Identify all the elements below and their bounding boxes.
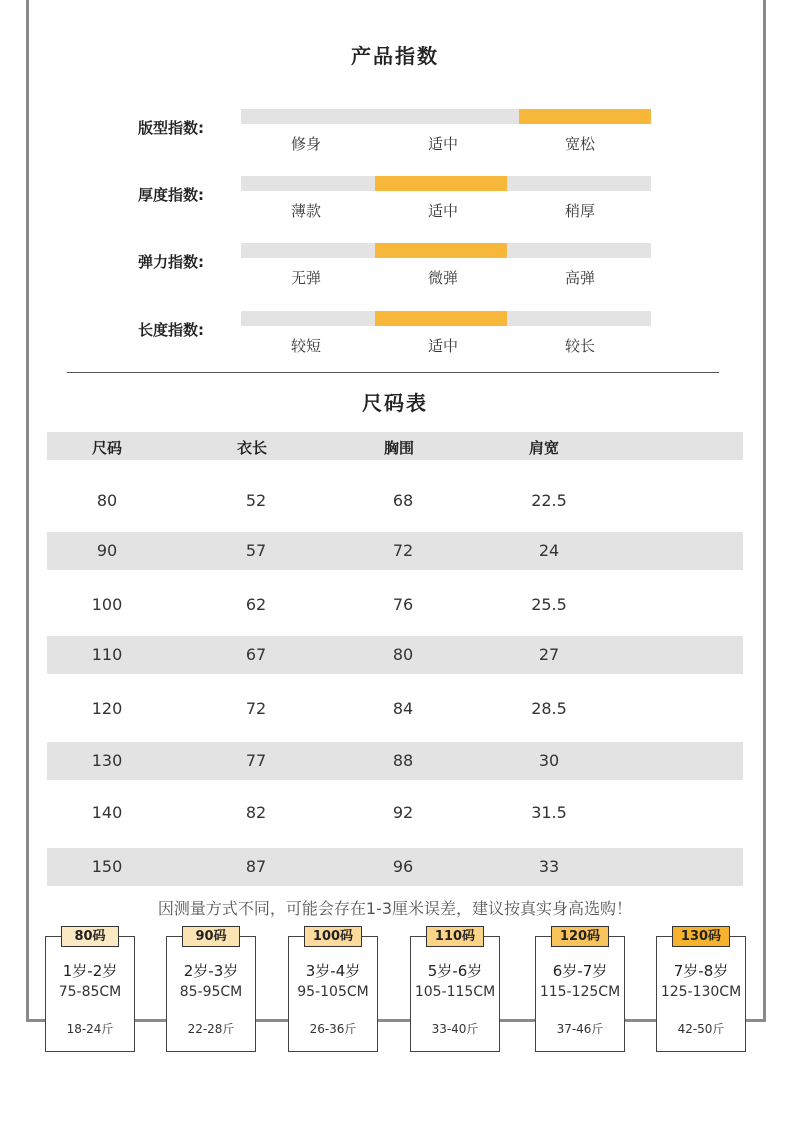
index-segment [519,311,651,326]
index-option: 修身 [290,135,321,153]
size-weight: 22-28斤 [187,1022,235,1036]
table-cell: 22.5 [531,491,567,510]
size-age: 1岁-2岁 [62,962,118,980]
size-height: 115-125CM [539,984,621,1000]
table-cell: 96 [392,857,414,876]
index-segment [241,311,373,326]
size-tag: 110码 [426,926,484,947]
size-card [656,929,746,1052]
table-cell: 27 [538,645,560,664]
table-cell: 31.5 [531,803,567,822]
product-index-title: 产品指数 [351,44,439,68]
index-option: 适中 [427,202,458,220]
size-weight: 37-46斤 [556,1022,604,1036]
table-cell: 72 [245,699,267,718]
table-cell: 67 [245,645,267,664]
table-cell: 25.5 [531,595,567,614]
table-row [47,848,743,886]
index-row [0,176,790,220]
table-cell: 140 [91,803,123,822]
size-height: 125-130CM [660,984,742,1000]
table-cell: 33 [538,857,560,876]
index-option: 高弹 [564,269,595,287]
table-row [47,636,743,674]
table-cell: 90 [96,541,118,560]
header-shoulder: 肩宽 [529,439,560,457]
index-segment [241,109,373,124]
index-option: 稍厚 [564,202,595,220]
index-segment [519,243,651,258]
size-card [288,929,378,1052]
table-cell: 24 [538,541,560,560]
table-cell: 88 [392,751,414,770]
size-tag: 120码 [551,926,609,947]
size-table-title: 尺码表 [362,391,428,415]
index-segment [241,243,373,258]
size-height: 105-115CM [414,984,496,1000]
table-cell: 52 [245,491,267,510]
index-option: 较短 [290,337,321,355]
table-cell: 28.5 [531,699,567,718]
table-row [47,586,743,624]
index-segment [375,109,507,124]
size-weight: 33-40斤 [431,1022,479,1036]
table-cell: 120 [91,699,123,718]
index-segment [519,176,651,191]
index-label: 版型指数: [138,119,204,137]
index-label: 长度指数: [138,321,204,339]
index-option: 薄款 [290,202,321,220]
table-cell: 30 [538,751,560,770]
size-height: 75-85CM [58,984,122,1000]
index-track [241,176,651,191]
index-segment-active [375,243,507,258]
table-cell: 82 [245,803,267,822]
size-age: 3岁-4岁 [305,962,361,980]
size-card [166,929,256,1052]
table-row [47,482,743,520]
size-card [45,929,135,1052]
table-row [47,794,743,832]
header-size: 尺码 [92,439,123,457]
index-option: 宽松 [564,135,595,153]
size-age: 5岁-6岁 [427,962,483,980]
table-cell: 130 [91,751,123,770]
section-divider [67,372,719,373]
table-cell: 87 [245,857,267,876]
table-row [47,690,743,728]
size-age: 7岁-8岁 [673,962,729,980]
index-segment [241,176,373,191]
index-row [0,109,790,153]
size-tag: 130码 [672,926,730,947]
index-segment-active [519,109,651,124]
index-track [241,311,651,326]
index-track [241,109,651,124]
table-cell: 92 [392,803,414,822]
size-tag: 80码 [61,926,119,947]
table-row [47,532,743,570]
table-cell: 80 [96,491,118,510]
table-cell: 68 [392,491,414,510]
index-label: 厚度指数: [138,186,204,204]
header-length: 衣长 [237,439,268,457]
index-row [0,243,790,287]
table-cell: 57 [245,541,267,560]
table-row [47,742,743,780]
index-segment-active [375,311,507,326]
index-track [241,243,651,258]
table-cell: 84 [392,699,414,718]
index-option: 较长 [564,337,595,355]
index-label: 弹力指数: [138,253,204,271]
table-cell: 150 [91,857,123,876]
table-cell: 62 [245,595,267,614]
frame-right-border [763,0,766,1022]
size-tag: 90码 [182,926,240,947]
index-option: 适中 [427,135,458,153]
index-row [0,311,790,355]
size-card [535,929,625,1052]
size-age: 2岁-3岁 [183,962,239,980]
frame-left-border [26,0,29,1022]
size-height: 95-105CM [297,984,369,1000]
table-cell: 80 [392,645,414,664]
size-weight: 42-50斤 [677,1022,725,1036]
table-cell: 76 [392,595,414,614]
size-age: 6岁-7岁 [552,962,608,980]
size-card [410,929,500,1052]
size-table-header [47,432,743,460]
frame-bottom-border [26,1019,766,1022]
table-cell: 100 [91,595,123,614]
size-tag: 100码 [304,926,362,947]
index-option: 微弹 [427,269,458,287]
table-cell: 77 [245,751,267,770]
size-weight: 26-36斤 [309,1022,357,1036]
header-chest: 胸围 [384,439,415,457]
size-height: 85-95CM [179,984,243,1000]
index-option: 无弹 [290,269,321,287]
table-cell: 110 [91,645,123,664]
size-weight: 18-24斤 [66,1022,114,1036]
measurement-note: 因测量方式不同，可能会存在1-3厘米误差，建议按真实身高选购！ [157,899,633,918]
table-cell: 72 [392,541,414,560]
index-option: 适中 [427,337,458,355]
index-segment-active [375,176,507,191]
